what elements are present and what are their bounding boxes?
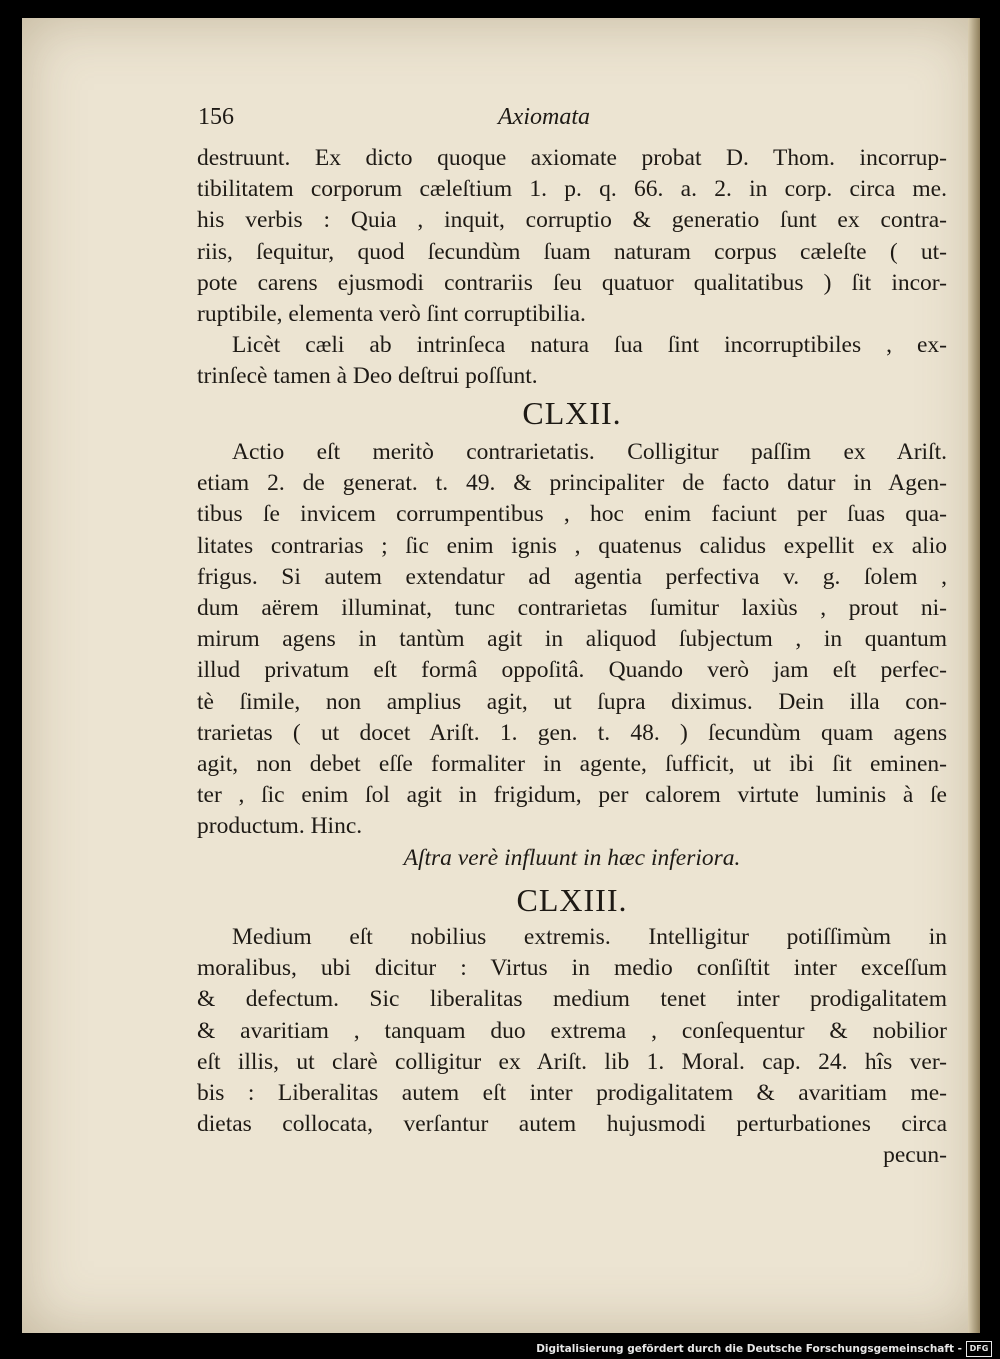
text-line: illud privatum eſt formâ oppoſitâ. Quando verò jam eſt perfec- [197, 657, 947, 684]
text-line: tè ſimile, non amplius agit, ut ſupra diximus. Dein illa con- [197, 688, 947, 715]
text-line: & avaritiam , tanquam duo extrema , conſequentur & nobilior [197, 1017, 947, 1044]
text-line: productum. Hinc. [197, 813, 363, 840]
text-line: eſt illis, ut clarè colligitur ex Ariſt. lib 1. Moral. cap. 24. hîs ver- [197, 1048, 947, 1075]
text-line: Aſtra verè influunt in hæc inferiora. [403, 844, 741, 871]
text-line: dietas collocata, verſantur autem hujusmodi perturbationes circa [197, 1111, 947, 1138]
text-line: trinſecè tamen à Deo deſtrui poſſunt. [197, 363, 538, 390]
text-line: litates contrarias ; ſic enim ignis , quatenus calidus expellit ex alio [197, 532, 947, 559]
text-line: frigus. Si autem extendatur ad agentia perfectiva v. g. ſolem , [197, 563, 947, 590]
dfg-logo: DFG [966, 1341, 992, 1357]
text-line: ruptibile, elementa verò ſint corruptibilia. [197, 301, 586, 327]
text-line: ter , ſic enim ſol agit in frigidum, per calorem virtute luminis à ſe [197, 782, 947, 809]
text-line: pecun- [883, 1142, 947, 1169]
text-line: bis : Liberalitas autem eſt inter prodigalitatem & avaritiam me- [197, 1080, 947, 1106]
page-number: 156 [198, 104, 234, 130]
text-line: riis, ſequitur, quod ſecundùm ſuam naturam corpus cæleſte ( ut- [197, 238, 947, 265]
text-line: trarietas ( ut docet Ariſt. 1. gen. t. 48. ) ſecundùm quam agens [197, 719, 947, 746]
text-line: pote carens ejusmodi contrariis ſeu quatuor qualitatibus ) ſit incor- [197, 269, 947, 296]
text-line: & defectum. Sic liberalitas medium tenet inter prodigalitatem [197, 986, 947, 1013]
text-line: agit, non debet eſſe formaliter in agente, ſufficit, ut ibi ſit eminen- [197, 751, 947, 777]
text-line: Actio eſt meritò contrarietatis. Colligitur paſſim ex Ariſt. [232, 439, 947, 465]
text-line: his verbis : Quia , inquit, corruptio & generatio ſunt ex contra- [197, 207, 947, 234]
running-title: Axiomata [498, 104, 590, 130]
text-line: destruunt. Ex dicto quoque axiomate probat D. Thom. incorrup- [197, 145, 947, 171]
text-line: mirum agens in tantùm agit in aliquod ſubjectum , in quantum [197, 626, 947, 653]
text-line: moralibus, ubi dicitur : Virtus in medio conſiſtit inter exceſſum [197, 955, 947, 982]
text-line: Licèt cæli ab intrinſeca natura ſua ſint incorruptibiles , ex- [232, 332, 947, 359]
text-line: Medium eſt nobilius extremis. Intelligitur potiſſimùm in [232, 924, 947, 950]
text-line: tibus ſe invicem corrumpentibus , hoc enim faciunt per ſuas qua- [197, 501, 947, 528]
section-heading-clxii: CLXII. [522, 395, 622, 431]
footer-credit: Digitalisierung gefördert durch die Deutsche Forschungsgemeinschaft - [536, 1343, 962, 1355]
text-line: tibilitatem corporum cæleſtium 1. p. q. 66. a. 2. in corp. circa me. [197, 176, 947, 203]
text-line: etiam 2. de generat. t. 49. & principaliter de facto datur in Agen- [197, 470, 947, 497]
section-heading-clxiii: CLXIII. [516, 882, 628, 918]
text-line: dum aërem illuminat, tunc contrarietas ſumitur laxiùs , prout ni- [197, 595, 947, 621]
